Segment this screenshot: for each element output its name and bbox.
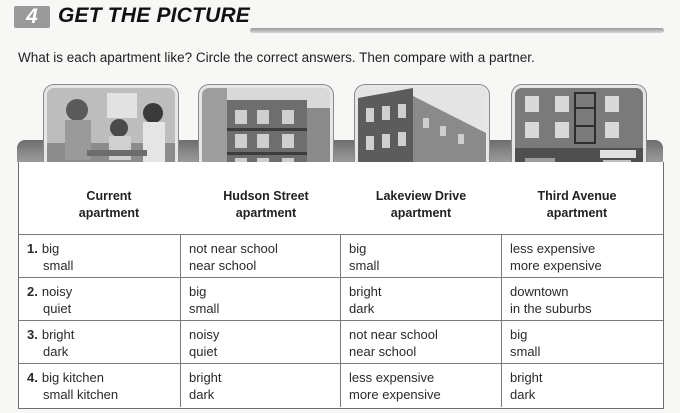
answer-option[interactable]: near school [349,344,417,359]
answer-cell [180,235,340,278]
answer-option[interactable]: quiet [189,344,218,359]
answer-option[interactable] [349,283,501,300]
answer-option[interactable]: in the suburbs [510,301,592,316]
column-header-line1: Current [86,189,132,203]
answer-cell [19,364,180,407]
answer-option-label: noisy [189,327,220,342]
exercise-number-badge: 4 [14,6,50,28]
answer-cell [501,321,663,364]
column-header-line2: apartment [235,206,297,220]
row-number: 3. [27,327,38,342]
answer-option-label: downtown [510,284,569,299]
answer-option[interactable] [27,326,180,343]
column-header-line2: apartment [390,206,452,220]
answer-option[interactable]: small [510,344,541,359]
column-header-line2: apartment [78,206,140,220]
column-header-hudson [186,188,346,222]
answer-option[interactable]: more expensive [510,258,602,273]
answer-option[interactable]: dark [349,301,375,316]
row-number: 4. [27,370,38,385]
answer-option[interactable] [349,240,501,257]
answer-cell [340,235,501,278]
column-header-third-avenue [497,188,657,222]
page-title: GET THE PICTURE [58,4,251,27]
answer-option-label: bright [349,284,382,299]
answer-option[interactable]: small [189,301,220,316]
answer-cell [501,235,663,278]
answer-cell [501,278,663,321]
table-row [19,234,663,278]
answer-option-label: less expensive [349,370,435,385]
answer-option-label: big [41,241,60,256]
answer-option[interactable]: small [43,258,74,273]
title-rule [250,28,664,33]
answer-cell [180,321,340,364]
answer-option[interactable]: more expensive [349,387,441,402]
answer-option-label: bright [41,327,75,342]
answer-option[interactable] [189,369,340,386]
table-row [19,363,663,407]
instruction-text: What is each apartment like? Circle the correct answers. Then compare with a partner. [18,50,535,65]
table-row [19,277,663,321]
answer-option[interactable]: dark [510,387,536,402]
answer-option-label: noisy [41,284,73,299]
answer-option[interactable] [189,240,340,257]
answer-option-label: big kitchen [41,370,104,385]
column-header-line1: Third Avenue [537,189,617,203]
table-row [19,320,663,364]
answer-option[interactable] [349,369,501,386]
answer-option[interactable] [510,369,663,386]
answer-option[interactable] [510,240,663,257]
answer-option-label: not near school [349,327,438,342]
answer-option[interactable] [27,283,180,300]
answer-option[interactable]: dark [43,344,69,359]
answer-option-label: bright [189,370,222,385]
answer-option[interactable]: quiet [43,301,72,316]
answer-option-label: big [349,241,367,256]
column-header-line1: Hudson Street [223,189,309,203]
answer-option-label: big [189,284,207,299]
row-number: 2. [27,284,38,299]
answer-option-label: less expensive [510,241,596,256]
column-header-current [29,188,189,222]
answer-cell [19,278,180,321]
column-header-line2: apartment [546,206,608,220]
column-header-lakeview [341,188,501,222]
answer-option[interactable] [510,326,663,343]
answer-cell [19,321,180,364]
answer-option[interactable] [349,326,501,343]
answer-option[interactable]: dark [189,387,215,402]
answer-option[interactable] [189,283,340,300]
answer-cell [340,364,501,407]
column-header-line1: Lakeview Drive [375,189,467,203]
answer-cell [180,364,340,407]
row-number: 1. [27,241,38,256]
apartment-comparison-table [18,162,664,409]
answer-option[interactable]: small kitchen [43,387,119,402]
answer-cell [340,321,501,364]
answer-option[interactable]: near school [189,258,257,273]
answer-option[interactable] [27,240,180,257]
answer-cell [19,235,180,278]
answer-option[interactable] [27,369,180,386]
answer-option[interactable] [510,283,663,300]
answer-cell [501,364,663,407]
answer-option[interactable]: small [349,258,380,273]
answer-cell [180,278,340,321]
answer-option-label: big [510,327,528,342]
answer-option[interactable] [189,326,340,343]
answer-option-label: bright [510,370,543,385]
answer-option-label: not near school [189,241,278,256]
answer-cell [340,278,501,321]
